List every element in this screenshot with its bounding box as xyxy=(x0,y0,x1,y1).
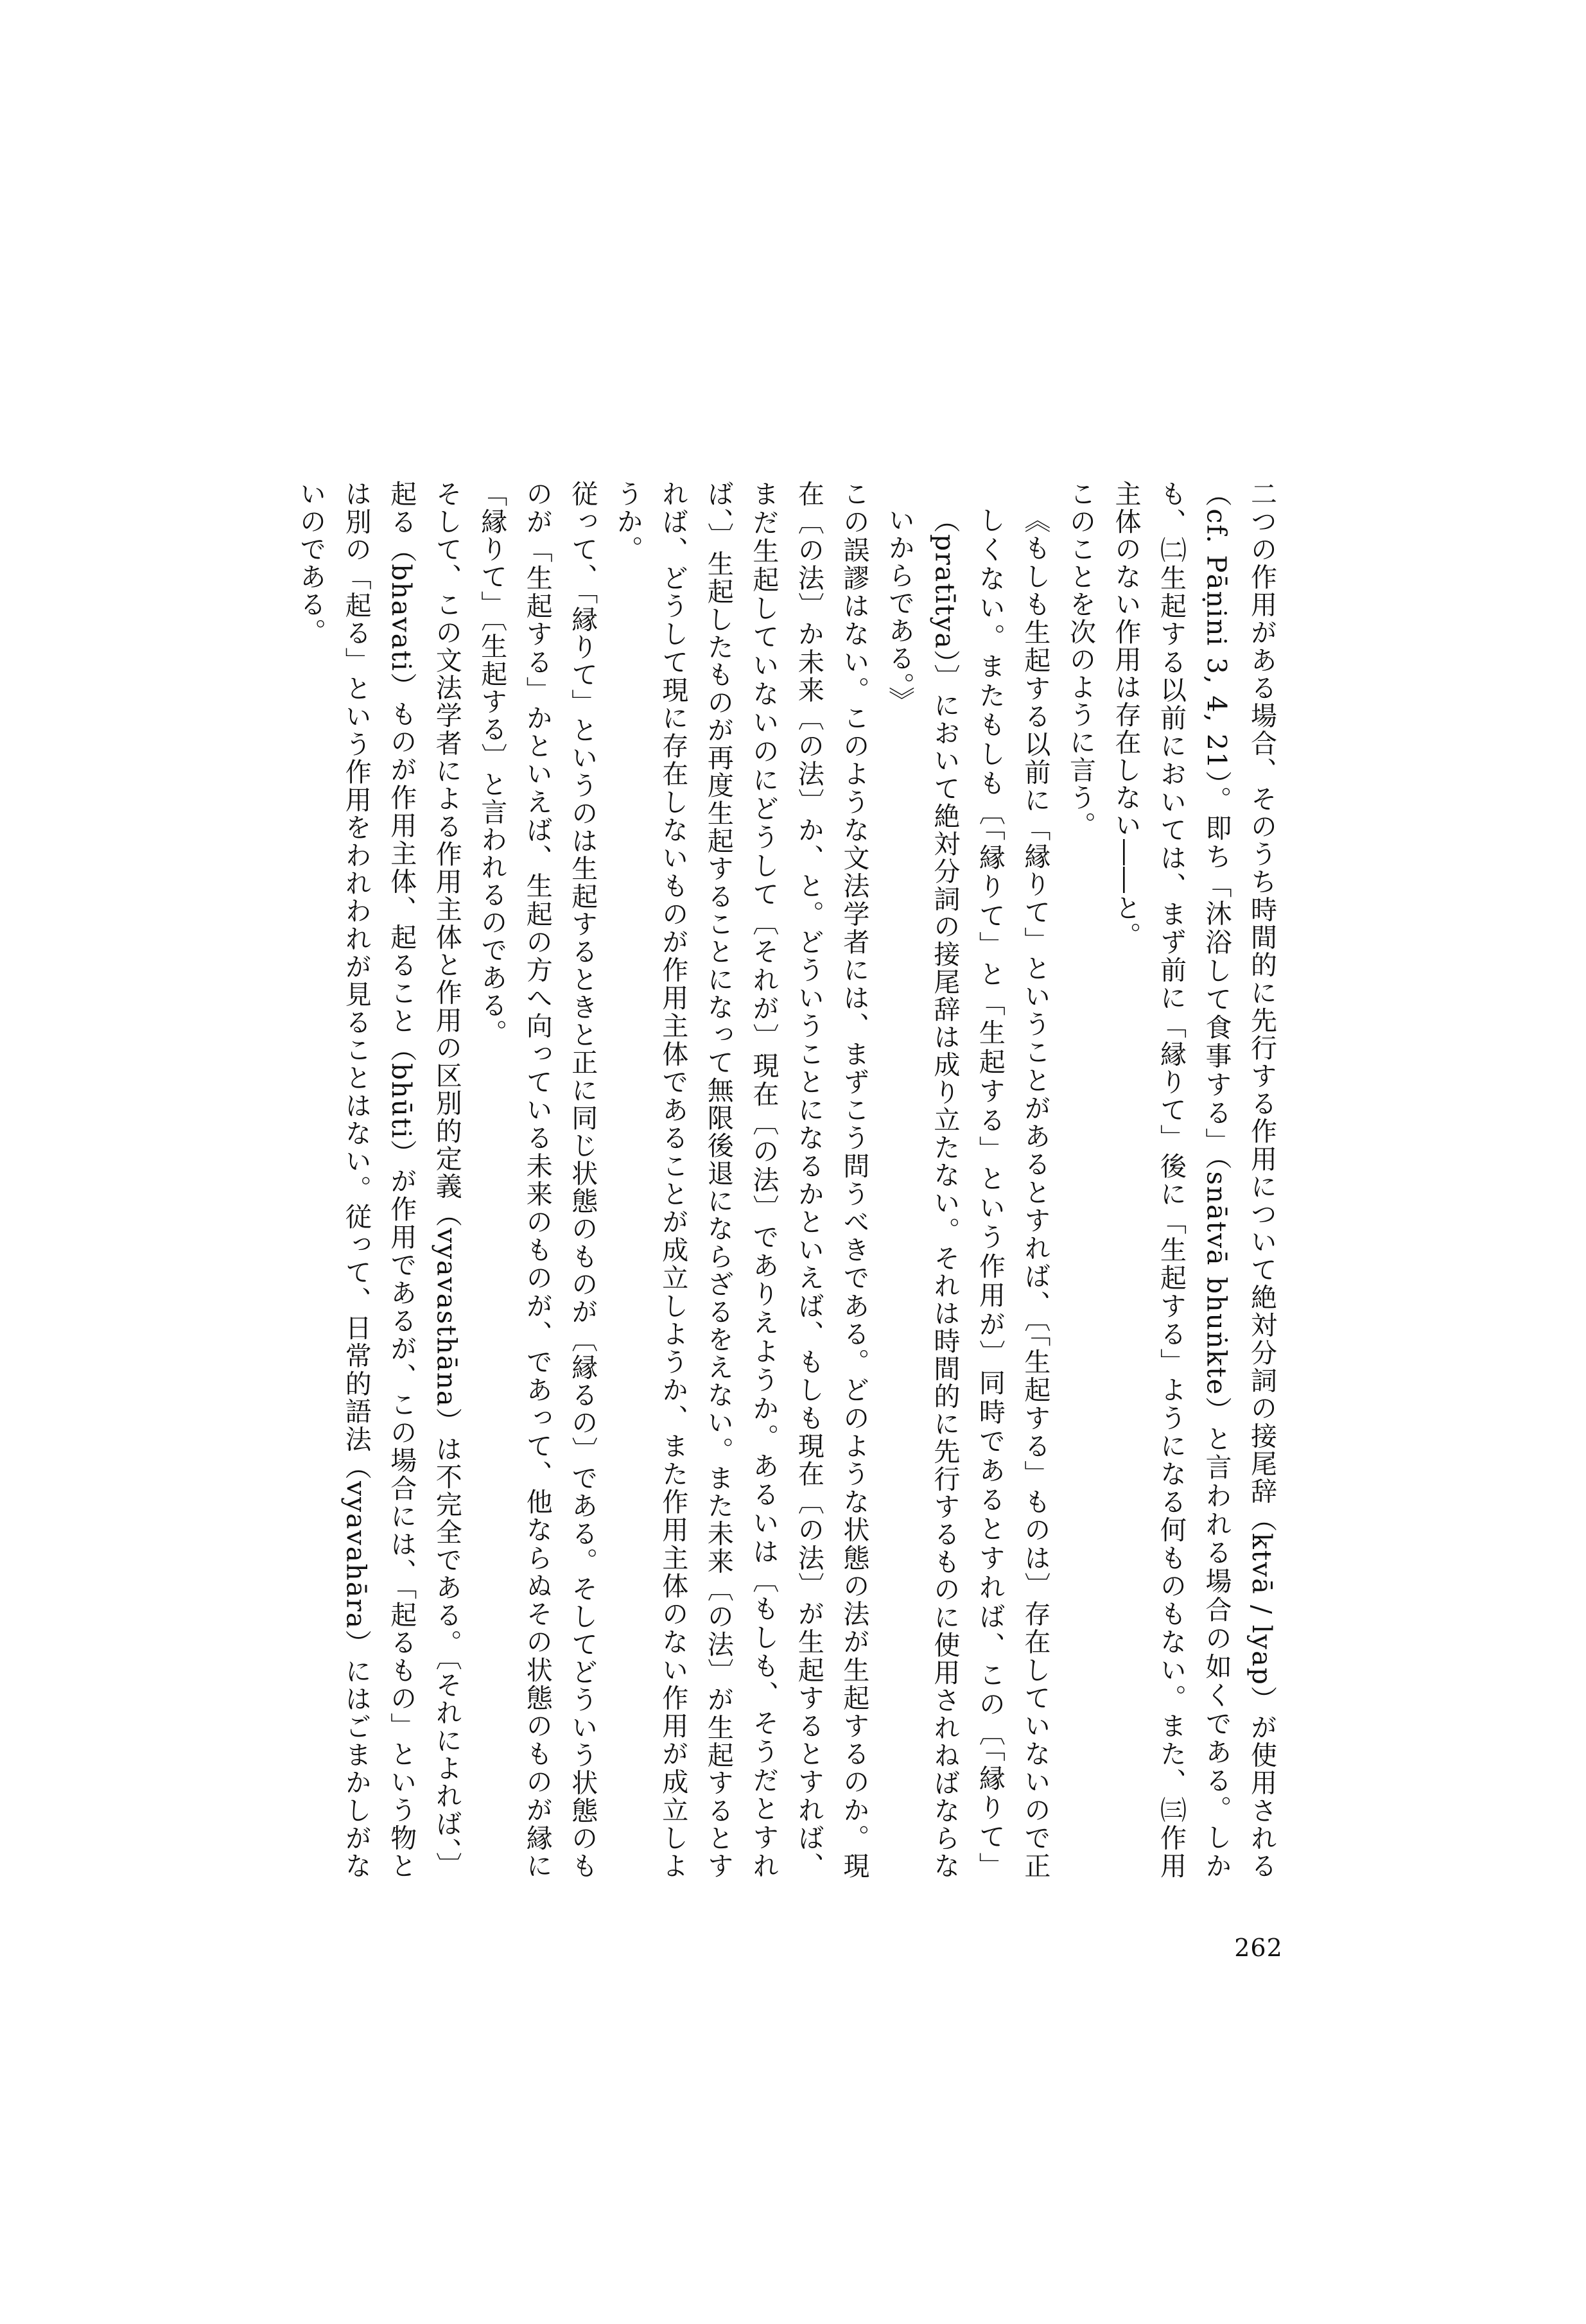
paragraph-6: そして、この文法学者による作用主体と作用の区別的定義（vyavasthāna）は不完全である。〔それによれば、〕起る（bhavati）ものが作用主体、起ること（bhūti）が作用であるが、この場合には、「起るもの」という物とは別の「起る」という作用をわれわれが見ることはない。従って、日常的語法（vyavahāra）にはごまかしがないのである。 xyxy=(295,480,462,1880)
paragraph-5: 従って、「縁りて」というのは生起するときと正に同じ状態のものが〔縁るの〕である。そしてどういう状態のものが「生起する」かといえば、生起の方へ向っている未来のものが、であって、他ならぬその状態のものが縁に「縁りて」〔生起する〕と言われるのである。 xyxy=(476,480,598,1880)
page-number: 262 xyxy=(1234,1934,1283,1962)
paragraph-1: 二つの作用がある場合、そのうち時間的に先行する作用について絶対分詞の接尾辞（ktvā / lyap）が使用される（cf. Pāṇini 3, 4, 21）。即ち「沐浴して食事する」（snātvā bhuṅkte）と言われる場合の如くである。しかも、㈡生起する以前においては、まず前に「縁りて」後に「生起する」ようになる何ものもない。また、㈢作用主体のない作用は存在しない――と。 xyxy=(1110,480,1277,1880)
paragraph-3-quote: 《もしも生起する以前に「縁りて」ということがあるとすれば、〔「生起する」ものは〕存在していないので正しくない。またもしも〔「縁りて」と「生起する」という作用が〕同時であるとすれば、この〔「縁りて」（pratītya）〕において絶対分詞の接尾辞は成り立たない。それは時間的に先行するものに使用されねばならないからである。》 xyxy=(884,507,1051,1880)
paragraph-4: この誤謬はない。このような文法学者には、まずこう問うべきである。どのような状態の法が生起するのか。現在〔の法〕か未来〔の法〕か、と。どういうことになるかといえば、もしも現在〔の法〕が生起するとすれば、まだ生起していないのにどうして〔それが〕現在〔の法〕でありえようか。あるいは〔もしも、そうだとすれば、〕生起したものが再度生起することになって無限後退にならざるをえない。また未来〔の法〕が生起するとすれば、どうして現に存在しないものが作用主体であることが成立しようか、また作用主体のない作用が成立しようか。 xyxy=(612,480,870,1880)
body-text xyxy=(295,480,1284,1880)
paragraph-2: このことを次のように言う。 xyxy=(1065,480,1096,839)
